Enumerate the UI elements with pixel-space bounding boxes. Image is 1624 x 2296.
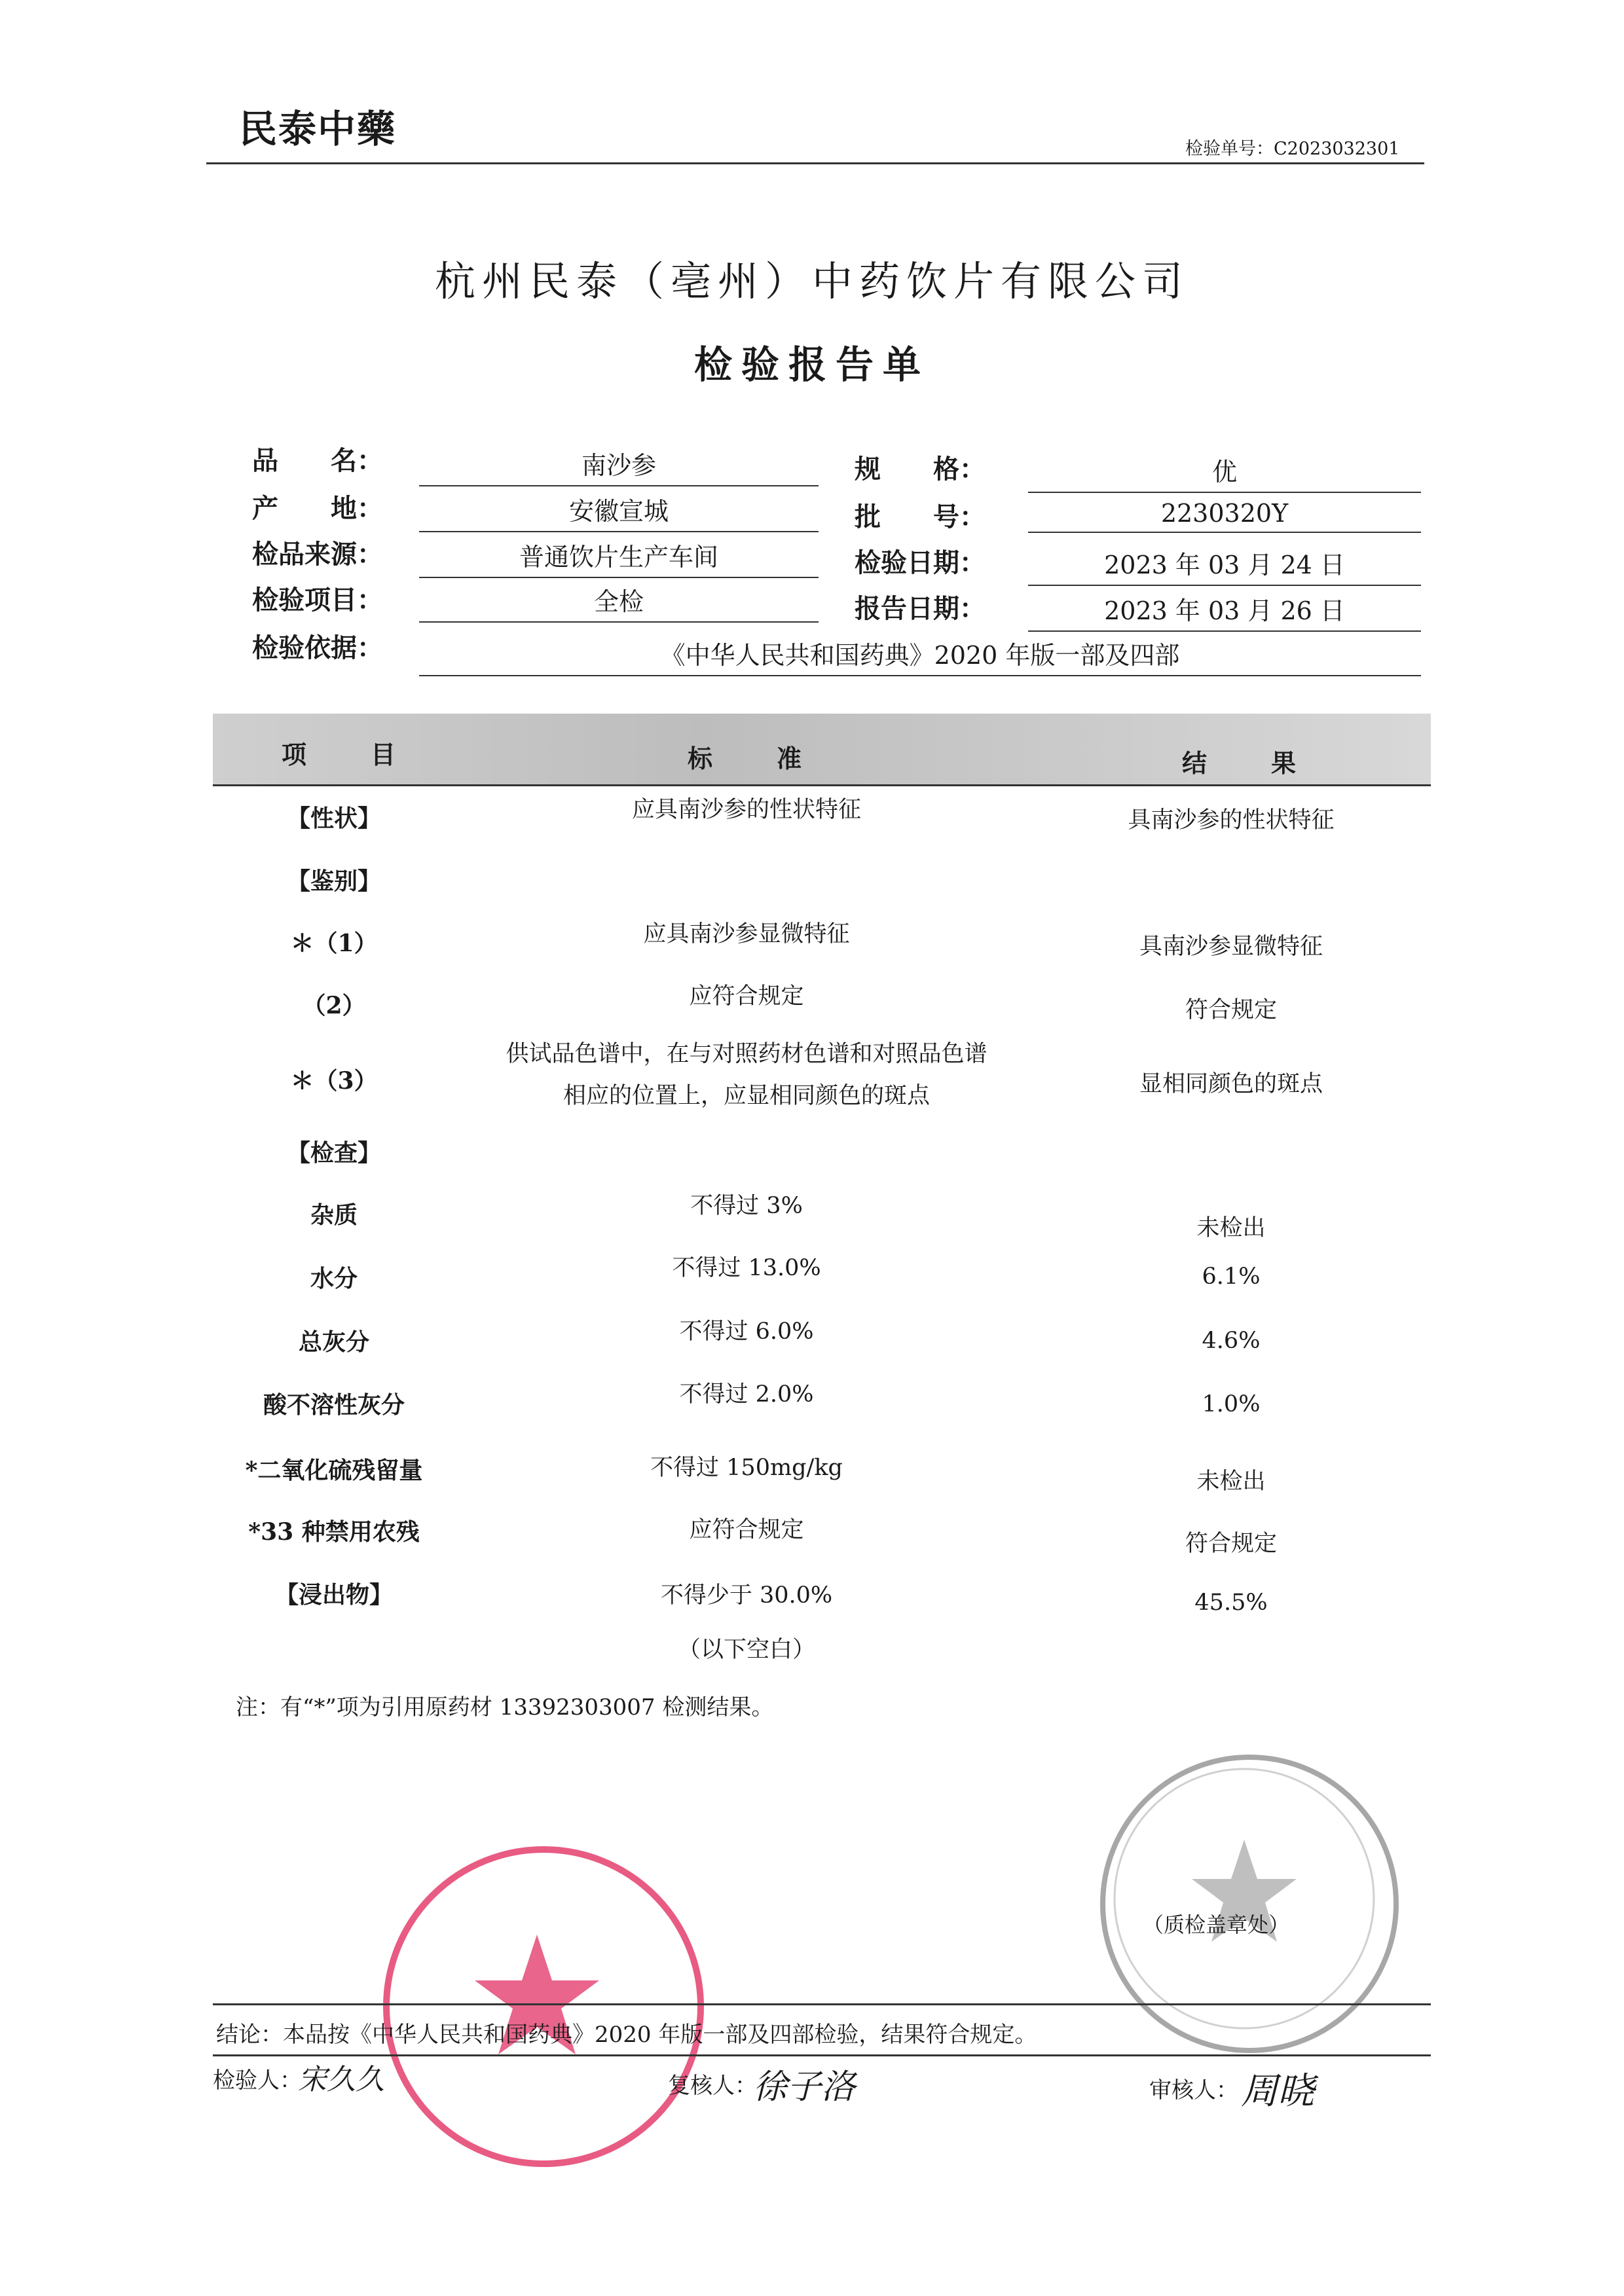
origin-value: 安徽宣城 [419, 491, 819, 532]
item-value: 全检 [419, 581, 819, 623]
conclusion-bottom-rule [213, 2054, 1431, 2056]
reviewer-signature: 徐子洛 [753, 2068, 856, 2107]
report-date-label: 报告日期： [855, 593, 986, 624]
row-1-standard: 应具南沙参的性状特征 [631, 797, 861, 823]
inspector-label: 检验人： [213, 2068, 302, 2094]
conclusion-text: 结论：本品按《中华人民共和国药典》2020 年版一部及四部检验，结果符合规定。 [216, 2022, 1037, 2048]
inspection-seal [1100, 1755, 1399, 2053]
basis-label: 检验依据： [252, 632, 383, 663]
row-8-item: 水分 [310, 1265, 358, 1292]
row-13-result: 45.5% [1194, 1590, 1268, 1616]
header-divider [206, 162, 1424, 164]
spec-label: 规 格： [855, 454, 986, 484]
row-9-result: 4.6% [1202, 1328, 1261, 1354]
row-1-result: 具南沙参的性状特征 [1128, 807, 1335, 833]
report-date-value: 2023 年 03 月 26 日 [1028, 591, 1421, 632]
product-name-label: 品 名： [252, 445, 383, 476]
row-9-standard: 不得过 6.0% [679, 1319, 814, 1345]
company-logo: 民泰中藥 [239, 107, 397, 151]
row-10-standard: 不得过 2.0% [679, 1381, 814, 1408]
document-number: 检验单号：C2023032301 [1185, 139, 1400, 159]
row-5-item: ＊（3） [290, 1067, 378, 1095]
row-4-standard: 应符合规定 [689, 983, 804, 1010]
stamp-area-label: （质检盖章处） [1143, 1912, 1290, 1937]
row-5-result: 显相同颜色的斑点 [1139, 1071, 1323, 1097]
company-title: 杭州民泰（亳州）中药饮片有限公司 [434, 257, 1189, 305]
row-6-item: 【检查】 [286, 1139, 381, 1167]
footnote: 注：有“*”项为引用原药材 13392303007 检测结果。 [236, 1694, 774, 1721]
inspect-date-value: 2023 年 03 月 24 日 [1028, 545, 1421, 586]
inspector-signature: 宋久久 [298, 2063, 384, 2096]
row-5-standard: 供试品色谱中，在与对照药材色谱和对照品色谱相应的位置上，应显相同颜色的斑点 [506, 1041, 987, 1109]
row-2-item: 【鉴别】 [286, 867, 381, 895]
basis-value: 《中华人民共和国药典》2020 年版一部及四部 [419, 635, 1421, 676]
auditor-label: 审核人： [1149, 2077, 1238, 2104]
row-11-result: 未检出 [1196, 1468, 1266, 1495]
origin-label: 产 地： [252, 493, 383, 524]
row-10-item: 酸不溶性灰分 [263, 1391, 405, 1419]
header-item: 项 目 [282, 740, 416, 769]
row-4-result: 符合规定 [1185, 997, 1277, 1023]
row-10-result: 1.0% [1202, 1391, 1261, 1417]
quality-seal [383, 1846, 704, 2167]
auditor-signature: 周晓 [1241, 2070, 1314, 2113]
row-7-result: 未检出 [1196, 1215, 1266, 1241]
item-label: 检验项目： [252, 585, 383, 615]
header-standard: 标 准 [688, 744, 822, 773]
row-13-item: 【浸出物】 [274, 1581, 393, 1609]
row-1-item: 【性状】 [286, 805, 381, 832]
row-13-standard: 不得少于 30.0% [660, 1582, 833, 1609]
row-8-result: 6.1% [1202, 1264, 1261, 1290]
row-12-result: 符合规定 [1185, 1531, 1277, 1557]
table-header-rule [213, 784, 1431, 786]
header-result: 结 果 [1182, 748, 1316, 778]
row-8-standard: 不得过 13.0% [672, 1255, 821, 1281]
source-value: 普通饮片生产车间 [419, 537, 819, 578]
row-11-standard: 不得过 150mg/kg [650, 1455, 843, 1481]
row-3-result: 具南沙参显微特征 [1139, 934, 1323, 960]
row-12-standard: 应符合规定 [689, 1517, 804, 1543]
conclusion-top-rule [213, 2003, 1431, 2005]
row-7-standard: 不得过 3% [690, 1193, 803, 1219]
spec-value: 优 [1028, 452, 1421, 493]
row-3-item: ＊（1） [290, 930, 378, 957]
row-12-item: *33 种禁用农残 [248, 1518, 420, 1546]
source-label: 检品来源： [252, 539, 383, 570]
report-title: 检验报告单 [693, 342, 930, 387]
batch-label: 批 号： [855, 501, 986, 532]
inspect-date-label: 检验日期： [855, 547, 986, 578]
row-3-standard: 应具南沙参显微特征 [643, 921, 850, 947]
batch-value: 2230320Y [1028, 499, 1421, 533]
blank-below-note: （以下空白） [677, 1637, 815, 1663]
row-4-item: （2） [302, 992, 366, 1019]
product-name-value: 南沙参 [419, 445, 819, 486]
row-9-item: 总灰分 [298, 1328, 369, 1356]
row-11-item: *二氧化硫残留量 [245, 1457, 423, 1484]
row-7-item: 杂质 [310, 1201, 358, 1229]
reviewer-label: 复核人： [668, 2073, 757, 2099]
